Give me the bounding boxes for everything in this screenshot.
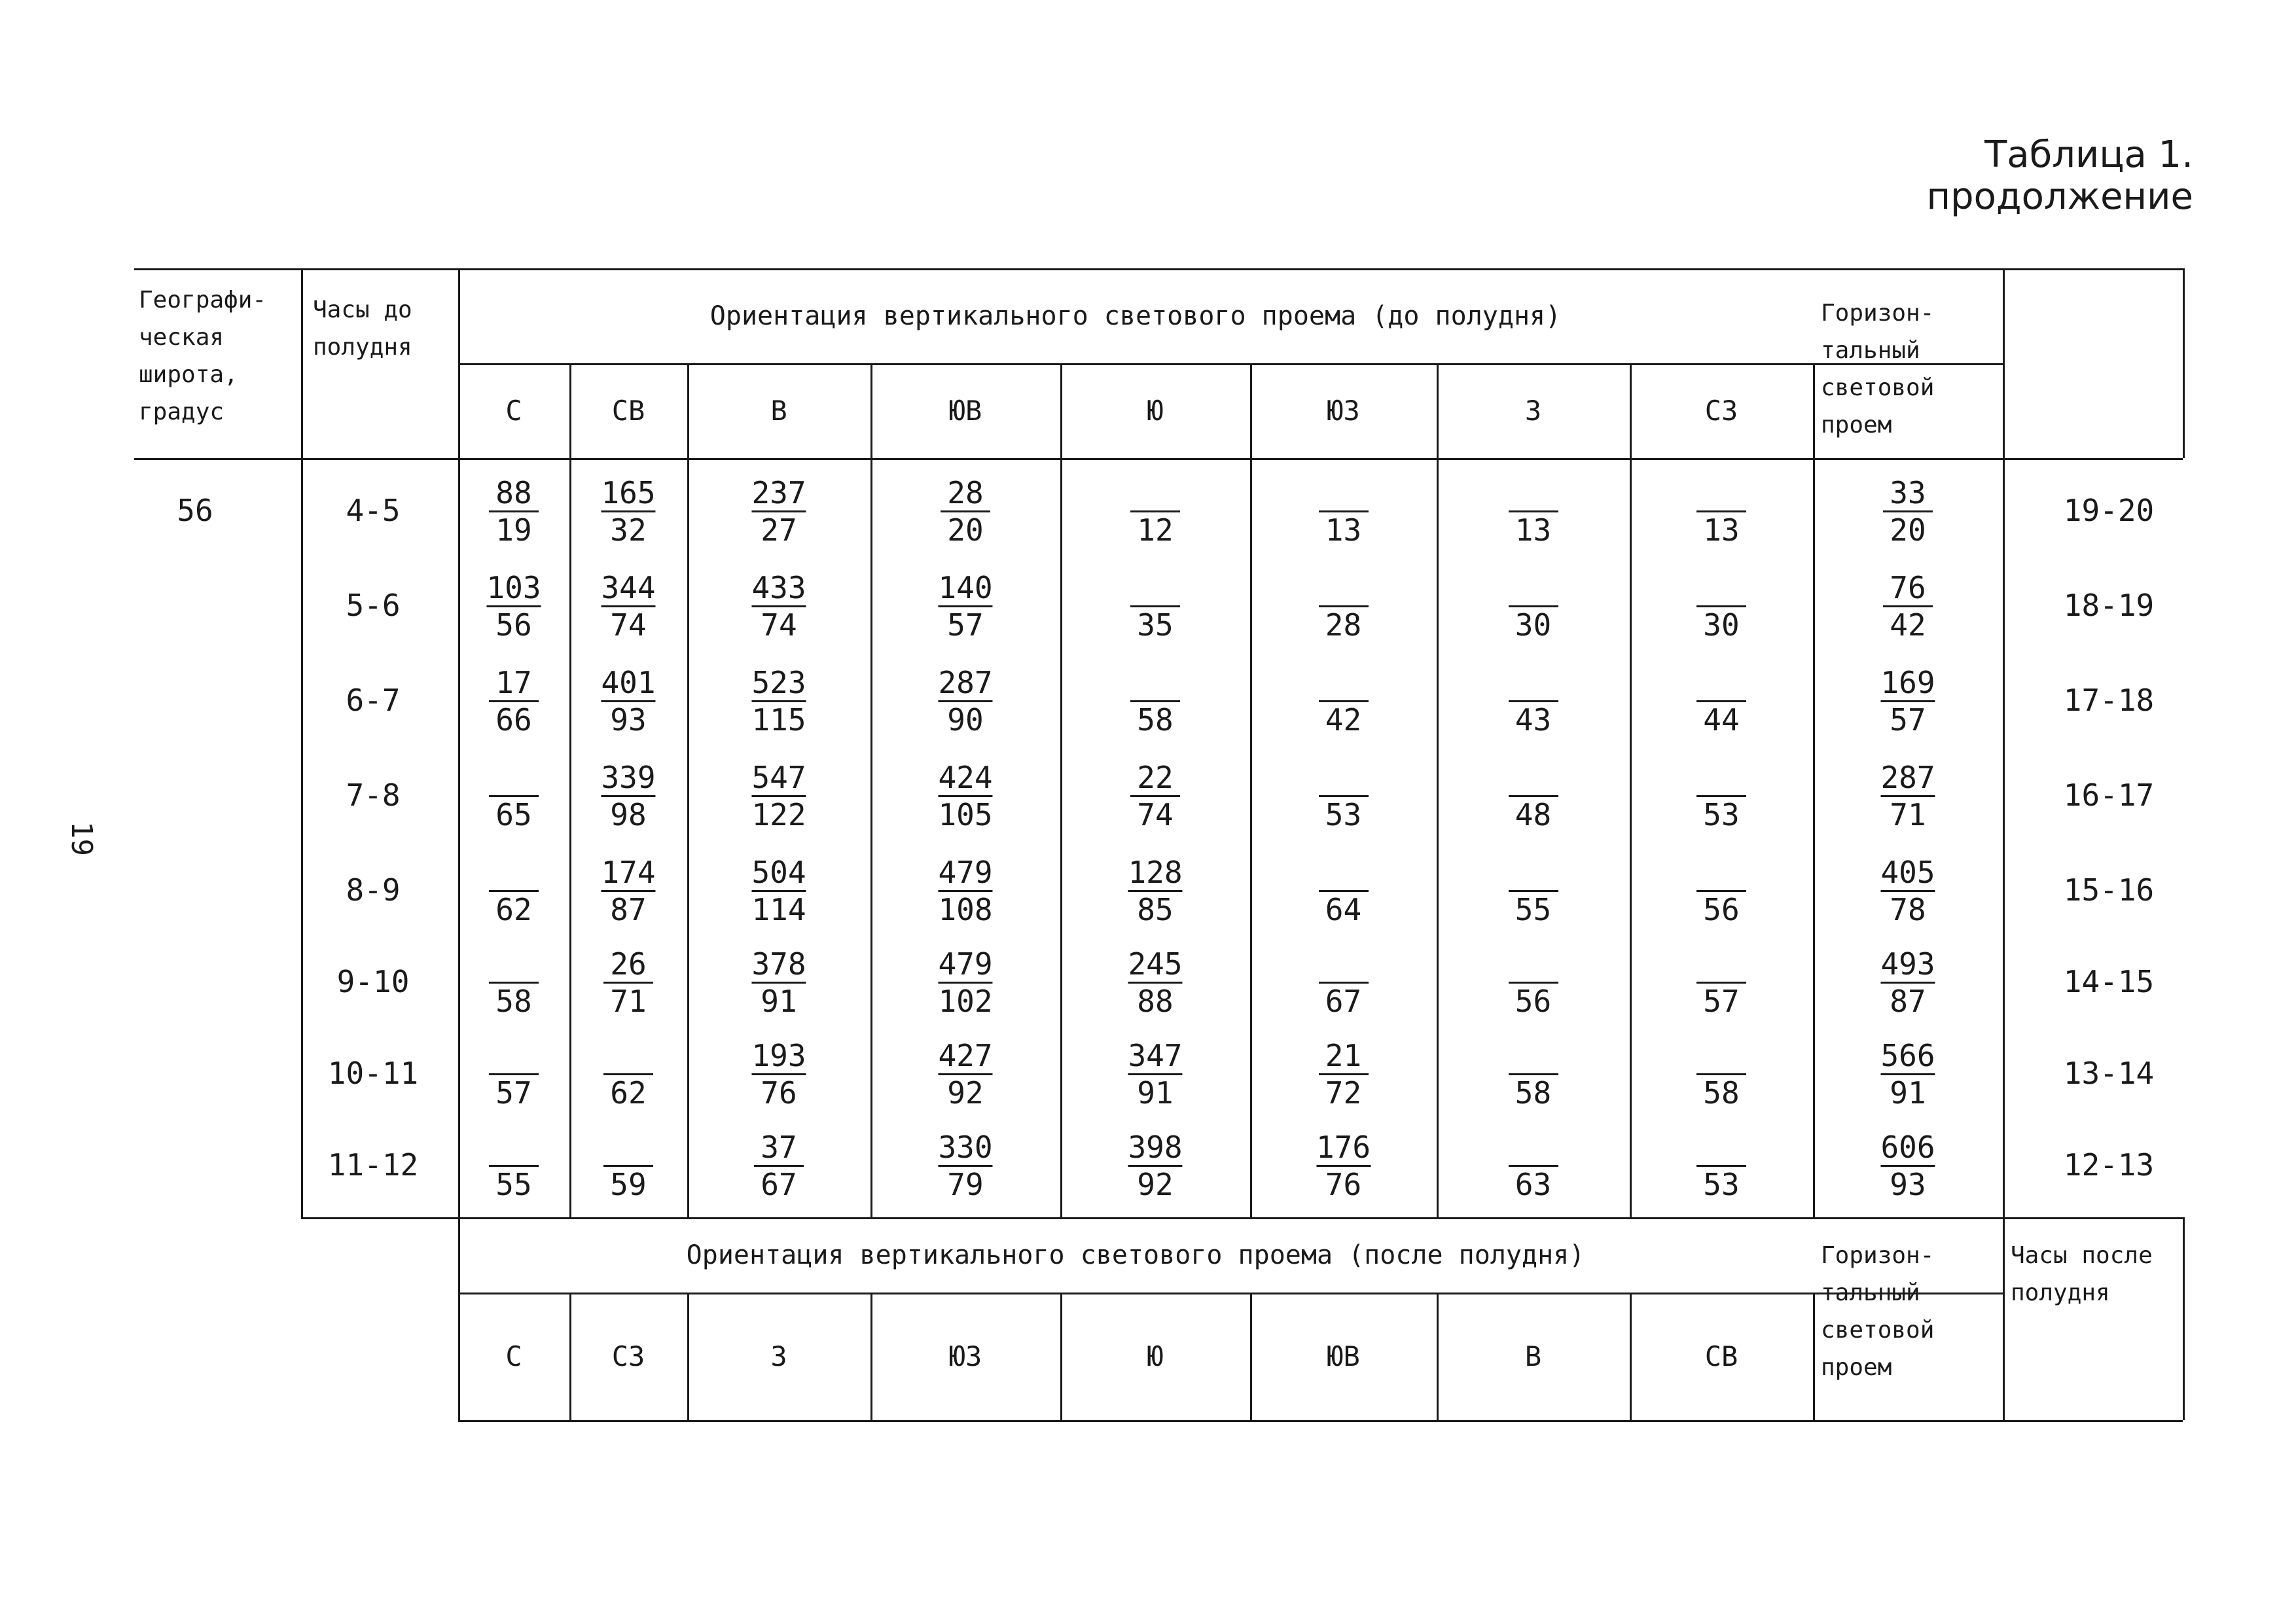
fraction-numerator: 493: [1880, 946, 1935, 984]
value-cell: [1319, 570, 1369, 643]
hours-after-cell: 19-20: [2063, 493, 2155, 528]
direction-header: В: [770, 395, 787, 427]
fraction-denominator: 62: [495, 892, 532, 927]
fraction-denominator: 122: [751, 797, 806, 832]
fraction-numerator: 237: [751, 475, 806, 512]
hours-before-cell: 10-11: [327, 1056, 419, 1091]
hours-after-cell: 15-16: [2063, 872, 2155, 908]
rule-line: [569, 363, 571, 1217]
direction-header: СВ: [611, 395, 645, 427]
fraction-denominator: 85: [1137, 892, 1174, 927]
direction-footer-header: ЮВ: [1327, 1340, 1360, 1372]
fraction-numerator: 169: [1880, 665, 1935, 702]
horizontal-value-cell: [1883, 570, 1933, 643]
value-cell: [1130, 665, 1180, 738]
fraction-denominator: 32: [610, 512, 647, 548]
hours-before-cell: 7-8: [346, 777, 401, 813]
latitude-value: 56: [177, 493, 213, 528]
value-cell: [601, 475, 655, 548]
fraction-denominator: 58: [495, 984, 532, 1019]
horizontal-value-cell: [1880, 1130, 1935, 1202]
fraction-denominator: 56: [1703, 892, 1740, 927]
value-cell: [751, 1038, 806, 1111]
fraction-numerator: 17: [489, 665, 539, 702]
value-cell: [1696, 760, 1746, 832]
fraction-numerator: 606: [1880, 1130, 1935, 1167]
value-cell: [1509, 760, 1558, 832]
fraction-denominator: 91: [761, 984, 797, 1019]
hours-before-cell: 5-6: [346, 588, 401, 623]
fraction-denominator: 30: [1515, 607, 1552, 643]
hours-after-cell: 17-18: [2063, 683, 2155, 718]
value-cell: [938, 1038, 992, 1111]
value-cell: [1509, 665, 1558, 738]
hours-before-cell: 4-5: [346, 493, 401, 528]
rule-line: [1630, 363, 1632, 1217]
fraction-numerator: 347: [1128, 1038, 1182, 1075]
direction-header: Ю: [1147, 395, 1164, 427]
value-cell: [938, 665, 992, 738]
fraction-numerator: 37: [754, 1130, 804, 1167]
fraction-numerator: 427: [938, 1038, 992, 1075]
fraction-numerator: [1319, 855, 1369, 892]
fraction-denominator: 98: [610, 797, 647, 832]
fraction-denominator: 115: [751, 702, 806, 738]
fraction-numerator: 140: [938, 570, 992, 607]
direction-footer-header: Ю: [1147, 1340, 1164, 1372]
fraction-numerator: [1696, 1038, 1746, 1075]
direction-header: ЮВ: [948, 395, 982, 427]
hours-after-header: Часы после полудня: [2011, 1242, 2153, 1306]
value-cell: [601, 665, 655, 738]
fraction-numerator: 176: [1316, 1130, 1371, 1167]
fraction-numerator: [1509, 760, 1558, 797]
direction-header: ЮЗ: [1327, 395, 1360, 427]
value-cell: [938, 946, 992, 1019]
value-cell: [1319, 855, 1369, 927]
fraction-numerator: 401: [601, 665, 655, 702]
fraction-numerator: 330: [938, 1130, 992, 1167]
fraction-denominator: 71: [610, 984, 647, 1019]
fraction-numerator: [1696, 946, 1746, 984]
fraction-denominator: 59: [610, 1167, 647, 1202]
horizontal-value-cell: [1880, 946, 1935, 1019]
table-caption: [1926, 134, 2193, 218]
fraction-numerator: [1696, 665, 1746, 702]
value-cell: [938, 570, 992, 643]
value-cell: [1319, 665, 1369, 738]
fraction-numerator: [489, 760, 539, 797]
fraction-numerator: [489, 855, 539, 892]
value-cell: [489, 760, 539, 832]
fraction-numerator: [1696, 475, 1746, 512]
fraction-numerator: 76: [1883, 570, 1933, 607]
fraction-denominator: 27: [761, 512, 797, 548]
fraction-denominator: 108: [938, 892, 993, 927]
fraction-denominator: 74: [761, 607, 797, 643]
fraction-denominator: 91: [1890, 1075, 1926, 1111]
fraction-numerator: [1509, 946, 1558, 984]
rule-line: [870, 363, 872, 1217]
value-cell: [1319, 760, 1369, 832]
fraction-numerator: 344: [601, 570, 655, 607]
fraction-denominator: 56: [495, 607, 532, 643]
fraction-denominator: 58: [1515, 1075, 1552, 1111]
value-cell: [489, 855, 539, 927]
value-cell: [1509, 855, 1558, 927]
fraction-denominator: 20: [1890, 512, 1926, 548]
direction-header: З: [1524, 395, 1542, 427]
rule-line: [2003, 268, 2005, 1420]
fraction-denominator: 19: [495, 512, 532, 548]
fraction-numerator: [1509, 1130, 1558, 1167]
rule-line: [2183, 268, 2185, 458]
fraction-numerator: [489, 1038, 539, 1075]
direction-header: С: [505, 395, 522, 427]
fraction-denominator: 53: [1703, 797, 1740, 832]
fraction-numerator: [489, 1130, 539, 1167]
hours-after-cell: 12-13: [2063, 1147, 2155, 1183]
fraction-denominator: 57: [947, 607, 984, 643]
value-cell: [489, 665, 539, 738]
rule-line: [1813, 1293, 1815, 1420]
value-cell: [1509, 1038, 1558, 1111]
fraction-numerator: 174: [601, 855, 655, 892]
fraction-denominator: 12: [1137, 512, 1174, 548]
value-cell: [1696, 665, 1746, 738]
fraction-numerator: [1319, 665, 1369, 702]
fraction-denominator: 42: [1325, 702, 1362, 738]
fraction-denominator: 53: [1703, 1167, 1740, 1202]
value-cell: [938, 1130, 992, 1202]
caption-subtitle: продолжение: [1926, 175, 2193, 218]
fraction-numerator: 28: [941, 475, 990, 512]
fraction-numerator: [1696, 570, 1746, 607]
fraction-numerator: 287: [1880, 760, 1935, 797]
fraction-denominator: 13: [1325, 512, 1362, 548]
hours-before-cell: 9-10: [336, 964, 410, 999]
fraction-numerator: [1319, 760, 1369, 797]
page-number: 19: [65, 821, 98, 856]
value-cell: [751, 475, 806, 548]
value-cell: [601, 570, 655, 643]
fraction-denominator: 43: [1515, 702, 1552, 738]
value-cell: [1696, 1130, 1746, 1202]
fraction-denominator: 67: [1325, 984, 1362, 1019]
rule-line: [687, 363, 689, 1217]
fraction-denominator: 105: [938, 797, 993, 832]
hours-after-cell: 16-17: [2063, 777, 2155, 813]
fraction-denominator: 48: [1515, 797, 1552, 832]
fraction-numerator: 339: [601, 760, 655, 797]
value-cell: [1319, 946, 1369, 1019]
fraction-numerator: [1509, 475, 1558, 512]
fraction-denominator: 56: [1515, 984, 1552, 1019]
fraction-numerator: 398: [1128, 1130, 1182, 1167]
value-cell: [1130, 475, 1180, 548]
value-cell: [601, 760, 655, 832]
orientation-before-header: Ориентация вертикального светового проема (до полудня): [709, 300, 1562, 331]
direction-footer-header: В: [1524, 1340, 1542, 1372]
value-cell: [751, 760, 806, 832]
fraction-numerator: 128: [1128, 855, 1182, 892]
horizontal-value-cell: [1880, 665, 1935, 738]
value-cell: [603, 1130, 653, 1202]
fraction-numerator: [603, 1130, 653, 1167]
value-cell: [941, 475, 990, 548]
fraction-denominator: 74: [610, 607, 647, 643]
fraction-numerator: 165: [601, 475, 655, 512]
fraction-numerator: [1509, 570, 1558, 607]
value-cell: [1696, 475, 1746, 548]
fraction-numerator: 479: [938, 855, 992, 892]
fraction-denominator: 93: [1890, 1167, 1926, 1202]
hours-after-cell: 14-15: [2063, 964, 2155, 999]
fraction-numerator: 193: [751, 1038, 806, 1075]
value-cell: [1319, 1038, 1369, 1111]
rule-line: [2003, 458, 2183, 460]
fraction-denominator: 63: [1515, 1167, 1552, 1202]
fraction-numerator: 22: [1130, 760, 1180, 797]
value-cell: [603, 1038, 653, 1111]
value-cell: [1509, 946, 1558, 1019]
hours-before-cell: 6-7: [346, 683, 401, 718]
value-cell: [489, 1038, 539, 1111]
fraction-denominator: 30: [1703, 607, 1740, 643]
direction-footer-header: СЗ: [611, 1340, 645, 1372]
value-cell: [751, 946, 806, 1019]
value-cell: [751, 855, 806, 927]
fraction-numerator: 566: [1880, 1038, 1935, 1075]
value-cell: [1696, 946, 1746, 1019]
value-cell: [1130, 760, 1180, 832]
direction-header: СЗ: [1704, 395, 1738, 427]
fraction-denominator: 67: [761, 1167, 797, 1202]
rule-line: [458, 1420, 2003, 1422]
latitude-header: Географи- ческая широта, градус: [139, 287, 267, 425]
value-cell: [1128, 1130, 1182, 1202]
fraction-denominator: 88: [1137, 984, 1174, 1019]
value-cell: [1128, 946, 1182, 1019]
fraction-denominator: 92: [947, 1075, 984, 1111]
fraction-denominator: 58: [1703, 1075, 1740, 1111]
fraction-numerator: [1130, 570, 1180, 607]
fraction-numerator: [1319, 475, 1369, 512]
value-cell: [1696, 1038, 1746, 1111]
fraction-denominator: 55: [1515, 892, 1552, 927]
direction-footer-header: СВ: [1704, 1340, 1738, 1372]
value-cell: [601, 855, 655, 927]
fraction-numerator: [1319, 946, 1369, 984]
fraction-numerator: 378: [751, 946, 806, 984]
fraction-denominator: 76: [761, 1075, 797, 1111]
rule-line: [1437, 363, 1439, 1217]
fraction-denominator: 62: [610, 1075, 647, 1111]
horizontal-value-cell: [1880, 760, 1935, 832]
hours-before-cell: 8-9: [346, 872, 401, 908]
fraction-numerator: [1509, 855, 1558, 892]
hours-before-header: Часы до полудня: [313, 296, 412, 361]
rule-line: [1250, 363, 1252, 1217]
value-cell: [1130, 570, 1180, 643]
value-cell: [751, 665, 806, 738]
fraction-denominator: 74: [1137, 797, 1174, 832]
fraction-denominator: 13: [1703, 512, 1740, 548]
fraction-numerator: 523: [751, 665, 806, 702]
fraction-numerator: 424: [938, 760, 992, 797]
fraction-numerator: 405: [1880, 855, 1935, 892]
fraction-denominator: 78: [1890, 892, 1926, 927]
value-cell: [1316, 1130, 1371, 1202]
orientation-after-header: Ориентация вертикального светового проема (после полудня): [686, 1240, 1585, 1270]
horizontal-header: Горизон- тальный световой проем: [1821, 300, 1935, 438]
value-cell: [486, 570, 541, 643]
fraction-numerator: 245: [1128, 946, 1182, 984]
fraction-numerator: 26: [603, 946, 653, 984]
fraction-denominator: 72: [1325, 1075, 1362, 1111]
horizontal-value-cell: [1883, 475, 1933, 548]
fraction-numerator: [1130, 475, 1180, 512]
fraction-numerator: 33: [1883, 475, 1933, 512]
fraction-denominator: 87: [610, 892, 647, 927]
fraction-denominator: 79: [947, 1167, 984, 1202]
value-cell: [1319, 475, 1369, 548]
fraction-denominator: 65: [495, 797, 532, 832]
fraction-denominator: 42: [1890, 607, 1926, 643]
fraction-denominator: 53: [1325, 797, 1362, 832]
fraction-numerator: 479: [938, 946, 992, 984]
fraction-numerator: [1509, 665, 1558, 702]
fraction-numerator: [1509, 1038, 1558, 1075]
fraction-denominator: 91: [1137, 1075, 1174, 1111]
value-cell: [1128, 1038, 1182, 1111]
hours-after-cell: 13-14: [2063, 1056, 2155, 1091]
fraction-denominator: 93: [610, 702, 647, 738]
fraction-denominator: 71: [1890, 797, 1926, 832]
fraction-numerator: [489, 946, 539, 984]
value-cell: [1128, 855, 1182, 927]
fraction-numerator: 287: [938, 665, 992, 702]
direction-footer-header: З: [770, 1340, 787, 1372]
fraction-denominator: 57: [1890, 702, 1926, 738]
value-cell: [938, 855, 992, 927]
fraction-denominator: 102: [938, 984, 993, 1019]
rule-line: [1813, 363, 1815, 1217]
fraction-denominator: 90: [947, 702, 984, 738]
value-cell: [489, 946, 539, 1019]
horizontal-value-cell: [1880, 855, 1935, 927]
horizontal-value-cell: [1880, 1038, 1935, 1111]
value-cell: [754, 1130, 804, 1202]
fraction-numerator: [603, 1038, 653, 1075]
rule-line: [301, 268, 303, 1217]
value-cell: [1696, 570, 1746, 643]
value-cell: [489, 1130, 539, 1202]
value-cell: [489, 475, 539, 548]
fraction-denominator: 114: [751, 892, 806, 927]
fraction-denominator: 87: [1890, 984, 1926, 1019]
value-cell: [1509, 475, 1558, 548]
fraction-numerator: [1319, 570, 1369, 607]
fraction-denominator: 57: [495, 1075, 532, 1111]
value-cell: [1509, 1130, 1558, 1202]
fraction-denominator: 20: [947, 512, 984, 548]
fraction-numerator: [1696, 760, 1746, 797]
fraction-denominator: 64: [1325, 892, 1362, 927]
rule-line: [2183, 1217, 2185, 1420]
hours-before-cell: 11-12: [327, 1147, 419, 1183]
fraction-denominator: 92: [1137, 1167, 1174, 1202]
caption-title: Таблица 1.: [1984, 134, 2193, 176]
horizontal-footer-header: Горизон- тальный световой проем: [1821, 1242, 1935, 1381]
rule-line: [2003, 1420, 2183, 1422]
value-cell: [751, 570, 806, 643]
hours-after-cell: 18-19: [2063, 588, 2155, 623]
fraction-denominator: 13: [1515, 512, 1552, 548]
fraction-numerator: 21: [1319, 1038, 1369, 1075]
value-cell: [938, 760, 992, 832]
fraction-denominator: 55: [495, 1167, 532, 1202]
fraction-numerator: 103: [486, 570, 541, 607]
fraction-denominator: 57: [1703, 984, 1740, 1019]
value-cell: [603, 946, 653, 1019]
fraction-denominator: 35: [1137, 607, 1174, 643]
value-cell: [1696, 855, 1746, 927]
fraction-denominator: 44: [1703, 702, 1740, 738]
rule-line: [134, 458, 2003, 460]
fraction-numerator: [1696, 855, 1746, 892]
fraction-numerator: [1130, 665, 1180, 702]
value-cell: [1509, 570, 1558, 643]
fraction-numerator: 88: [489, 475, 539, 512]
fraction-denominator: 58: [1137, 702, 1174, 738]
fraction-denominator: 28: [1325, 607, 1362, 643]
fraction-numerator: 547: [751, 760, 806, 797]
fraction-numerator: [1696, 1130, 1746, 1167]
direction-footer-header: ЮЗ: [948, 1340, 982, 1372]
fraction-denominator: 76: [1325, 1167, 1362, 1202]
rule-line: [1060, 363, 1062, 1217]
fraction-denominator: 66: [495, 702, 532, 738]
direction-footer-header: С: [505, 1340, 522, 1372]
fraction-numerator: 433: [751, 570, 806, 607]
fraction-numerator: 504: [751, 855, 806, 892]
